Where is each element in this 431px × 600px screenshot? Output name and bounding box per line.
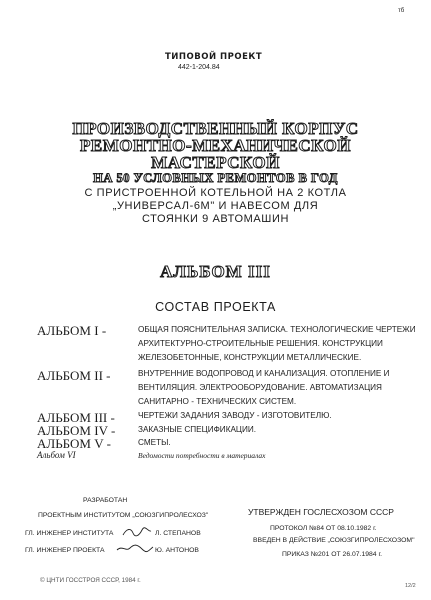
chief-engineer-label: ГЛ. ИНЖЕНЕР ИНСТИТУТА [25,530,114,537]
title-line-1: ПРОИЗВОДСТВЕННЫЙ КОРПУС [72,119,359,138]
title-line-2: РЕМОНТНО-МЕХАНИЧЕСКОЙ [80,136,351,155]
approved-label: УТВЕРЖДЕН ГОСЛЕСХОЗОМ СССР [248,507,394,517]
institute-name: ПРОЕКТНЫМ ИНСТИТУТОМ „СОЮЗГИПРОЛЕСХОЗ" [38,512,209,519]
corner-mark: тб [398,8,405,14]
album-1-line-3: ЖЕЛЕЗОБЕТОННЫЕ, КОНСТРУКЦИИ МЕТАЛЛИЧЕСКИЕ. [138,353,362,362]
enacted-text: ВВЕДЕН В ДЕЙСТВИЕ „СОЮЗГИПРОЛЕСХОЗОМ" [253,537,415,544]
album-3-label: АЛЬБОМ III - [37,410,115,425]
razrab-label: РАЗРАБОТАН [83,497,128,504]
album-1-line-2: АРХИТЕКТУРНО-СТРОИТЕЛЬНЫЕ РЕШЕНИЯ. КОНСТРУКЦИИ [138,339,383,348]
project-engineer-signature [116,542,154,554]
sostav-heading: СОСТАВ ПРОЕКТА [155,300,276,314]
album-5-label: АЛЬБОМ V - [37,436,111,451]
title-line-5: С ПРИСТРОЕННОЙ КОТЕЛЬНОЙ НА 2 КОТЛА [84,187,347,199]
title-line-4: НА 50 УСЛОВНЫХ РЕМОНТОВ В ГОД [93,171,338,185]
album-2-line-1: ВНУТРЕННИЕ ВОДОПРОВОД И КАНАЛИЗАЦИЯ. ОТОПЛЕНИЕ И [138,369,390,378]
album-4-line-1: ЗАКАЗНЫЕ СПЕЦИФИКАЦИИ. [138,425,257,434]
typovoy-label: ТИПОВОЙ ПРОЕКТ [165,52,263,62]
album-3-line-1: ЧЕРТЕЖИ ЗАДАНИЯ ЗАВОДУ - ИЗГОТОВИТЕЛЮ. [138,411,332,420]
chief-engineer-name: Л. СТЕПАНОВ [155,530,201,537]
album-5-line-1: СМЕТЫ. [138,438,171,447]
album-6-line-1: Ведомости потребности в материалах [138,451,266,460]
album-1-label: АЛЬБОМ I - [37,323,107,338]
album-1-line-1: ОБЩАЯ ПОЯСНИТЕЛЬНАЯ ЗАПИСКА. ТЕХНОЛОГИЧЕСКИЕ ЧЕРТЕЖИ [138,325,416,334]
corner-code: 12/2 [405,583,416,589]
album-2-line-2: ВЕНТИЛЯЦИЯ. ЭЛЕКТРООБОРУДОВАНИЕ. АВТОМАТИЗАЦИЯ [138,383,382,392]
project-engineer-name: Ю. АНТОНОВ [155,547,199,554]
album-6-label: Альбом VI [37,450,76,460]
album-4-label: АЛЬБОМ IV - [37,423,116,438]
title-line-7: СТОЯНКИ 9 АВТОМАШИН [141,213,290,225]
protocol-text: ПРОТОКОЛ №84 ОТ 08.10.1982 г. [270,525,377,532]
title-line-3: МАСТЕРСКОЙ [151,153,280,172]
album-title: АЛЬБОМ III [160,262,271,281]
album-2-label: АЛЬБОМ II - [37,368,111,383]
title-line-6: „УНИВЕРСАЛ-6М" И НАВЕСОМ ДЛЯ [112,200,319,212]
chief-engineer-signature [122,526,152,538]
copyright: © ЦНТИ ГОССТРОЯ СССР, 1984 г. [40,577,141,584]
project-engineer-label: ГЛ. ИНЖЕНЕР ПРОЕКТА [25,547,105,554]
project-code: 442-1-204.84 [178,64,220,71]
order-text: ПРИКАЗ №201 ОТ 26.07.1984 г. [282,551,383,558]
album-2-line-3: САНИТАРНО - ТЕХНИЧЕСКИХ СИСТЕМ. [138,397,297,406]
